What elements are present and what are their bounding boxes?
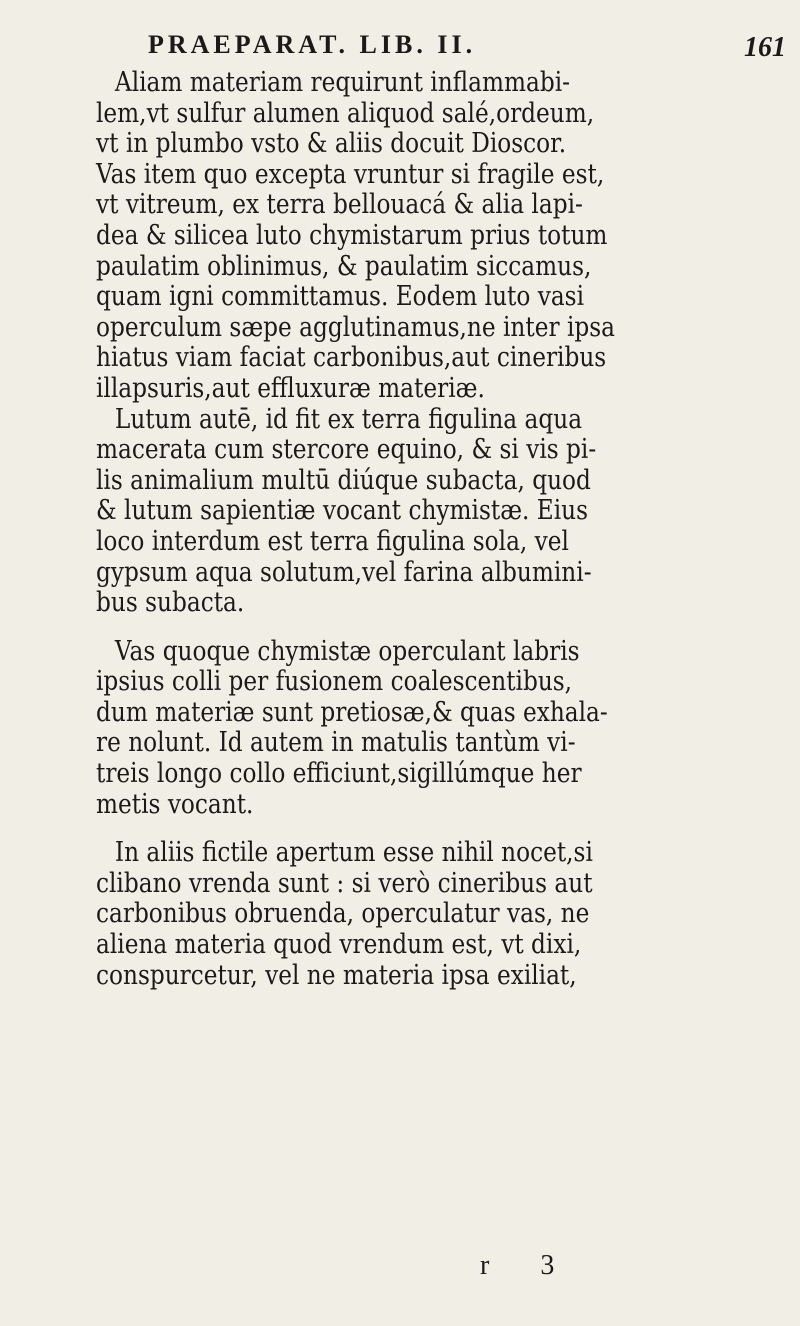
text-line: In aliis fictile apertum esse nihil nocet,si: [114, 837, 593, 869]
text-line: Vas item quo excepta vruntur si fragile est,: [96, 158, 605, 190]
page-number: 161: [744, 32, 786, 63]
text-line: lem,vt sulfur alumen aliquod salé,ordeum,: [96, 97, 595, 129]
text-line: vt vitreum, ex terra bellouacá & alia lapi-: [96, 189, 583, 221]
text-line: illapsuris,aut effluxuræ materiæ.: [96, 372, 485, 404]
text-line: & lutum sapientiæ vocant chymistæ. Eius: [96, 495, 589, 527]
text-line: dea & silicea luto chymistarum prius totum: [96, 219, 608, 251]
text-line: Vas quoque chymistæ operculant labris: [114, 635, 580, 667]
text-line: Aliam materiam requirunt inflammabi-: [114, 67, 571, 98]
text-line: ipsius colli per fusionem coalescentibus,: [96, 666, 573, 698]
paragraph: [96, 838, 756, 991]
text-line: carbonibus obruenda, operculatur vas, ne: [96, 898, 590, 930]
text-line: quam igni committamus. Eodem luto vasi: [96, 281, 585, 313]
text-line: operculum sæpe agglutinamus,ne inter ipsa: [96, 311, 615, 343]
paragraph-gap: [96, 619, 756, 637]
text-line: aliena materia quod vrendum est, vt dixi,: [96, 929, 582, 961]
page-header: [148, 30, 788, 66]
text-line: clibano vrenda sunt : si verò cineribus aut: [96, 867, 593, 899]
text-line: bus subacta.: [96, 587, 245, 619]
paragraph: [96, 637, 756, 821]
text-line: lis animalium multū diúque subacta, quod: [96, 464, 591, 496]
text-line: treis longo collo efficiunt,sigillúmque her: [96, 758, 582, 790]
text-line: loco interdum est terra figulina sola, vel: [96, 525, 569, 557]
text-line: hiatus viam faciat carbonibus,aut cineribus: [96, 342, 607, 374]
text-line: re nolunt. Id autem in matulis tantùm vi-: [96, 727, 576, 759]
text-line: Lutum autē, id fit ex terra figulina aqua: [114, 403, 583, 435]
paragraph-gap: [96, 820, 756, 838]
text-line: paulatim oblinimus, & paulatim siccamus,: [96, 250, 592, 282]
paragraph: [96, 68, 756, 405]
text-line: gypsum aqua solutum,vel farina albumini-: [96, 556, 592, 588]
running-head: PRAEPARAT. LIB. II.: [148, 30, 477, 59]
signature-mark: r 3: [480, 1250, 577, 1281]
text-line: metis vocant.: [96, 788, 254, 820]
body-text: [96, 68, 756, 991]
text-line: dum materiæ sunt pretiosæ,& quas exhala-: [96, 696, 608, 728]
text-line: vt in plumbo vsto & aliis docuit Dioscor.: [96, 128, 567, 160]
paragraph: [96, 405, 756, 619]
text-line: macerata cum stercore equino, & si vis pi-: [96, 434, 597, 466]
text-line: conspurcetur, vel ne materia ipsa exiliat,: [96, 959, 577, 991]
